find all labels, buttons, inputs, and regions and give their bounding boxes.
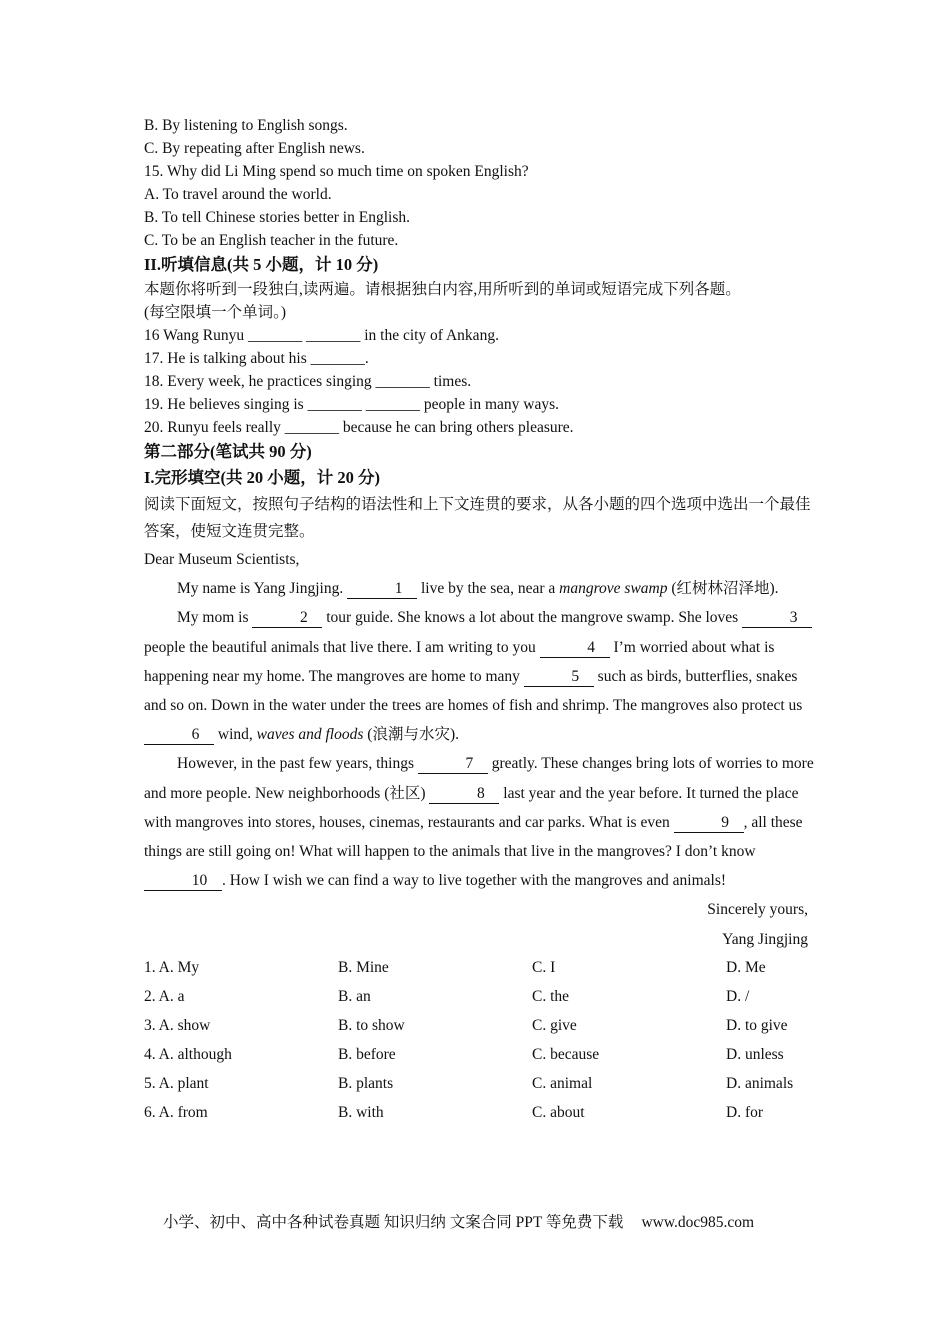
option-b: B. to show (338, 1017, 405, 1035)
cloze-blank-4: 4 (540, 639, 610, 658)
option-line: A. To travel around the world. (144, 186, 332, 203)
option-b: B. an (338, 988, 371, 1006)
option-c: C. give (532, 1017, 577, 1035)
cloze-blank-5: 5 (524, 668, 594, 687)
option-line: B. By listening to English songs. (144, 117, 348, 134)
option-a: 3. A. show (144, 1017, 211, 1035)
fill-item: 16 Wang Runyu _______ _______ in the city of Ankang. (144, 327, 499, 344)
fill-item: 18. Every week, he practices singing _______ times. (144, 373, 472, 390)
cloze-blank-3: 3 (742, 609, 812, 628)
option-b: B. Mine (338, 959, 389, 977)
cloze-blank-10: 10 (144, 872, 222, 891)
options-row (144, 1099, 814, 1128)
options-row (144, 954, 814, 983)
cloze-blank-1: 1 (347, 580, 417, 599)
options-row (144, 983, 814, 1012)
cloze-blank-9: 9 (674, 814, 744, 833)
fill-item: 19. He believes singing is _______ _______ people in many ways. (144, 396, 560, 413)
fill-item: 20. Runyu feels really _______ because he can bring others pleasure. (144, 419, 574, 436)
option-d: D. to give (726, 1017, 788, 1035)
options-row (144, 1070, 814, 1099)
option-b: B. before (338, 1046, 396, 1064)
option-c: C. I (532, 959, 556, 977)
paragraph-2: My mom is 2 tour guide. She knows a lot about the mangrove swamp. She loves 3 people the beautiful animals that live there. I am writing to you 4 I’m worried about what is happening near my home. The mangroves are home to many 5 such as birds, butterflies, snakes and so on. Down in the water under the trees are homes of fish and shrimp. The mangroves also protect us 6 wind, waves and floods (浪潮与水灾). (144, 603, 814, 749)
option-a: 2. A. a (144, 988, 185, 1006)
section-heading: II.听填信息(共 5 小题，计 10 分) (144, 255, 379, 274)
option-c: C. about (532, 1104, 585, 1122)
letter-signature: Yang Jingjing (722, 930, 808, 948)
paragraph-3: However, in the past few years, things 7 greatly. These changes bring lots of worries to more and more people. New neighborhoods (社区) 8 last year and the year before. It turned the place with mangroves into stores, houses, cinemas, restaurants and car parks. What is even 9 , all these things are still going on! What will happen to the animals that live in the mangroves? I don’t know 10 . How I wish we can find a way to live together with the mangroves and animals! (144, 755, 814, 890)
letter-greeting: Dear Museum Scientists, (144, 551, 300, 568)
option-d: D. unless (726, 1046, 784, 1064)
option-a: 4. A. although (144, 1046, 232, 1064)
letter-closing: Sincerely yours, (707, 901, 808, 919)
option-line: C. By repeating after English news. (144, 140, 365, 157)
option-line: B. To tell Chinese stories better in English. (144, 209, 410, 226)
instruction: 阅读下面短文，按照句子结构的语法性和上下文连贯的要求，从各小题的四个选项中选出一个最佳答案，使短文连贯完整。 (144, 496, 811, 540)
letter (144, 545, 814, 954)
cloze-blank-6: 6 (144, 726, 214, 745)
option-c: C. because (532, 1046, 600, 1064)
fill-item: 17. He is talking about his _______. (144, 350, 369, 367)
cloze-blank-2: 2 (252, 609, 322, 628)
option-d: D. for (726, 1104, 764, 1122)
footer-text: 小学、初中、高中各种试卷真题 知识归纳 文案合同 PPT 等免费下载 (163, 1214, 624, 1231)
option-line: C. To be an English teacher in the future. (144, 232, 399, 249)
section-heading: I.完形填空(共 20 小题，计 20 分) (144, 468, 381, 487)
document-body (144, 114, 814, 1128)
option-c: C. the (532, 988, 570, 1006)
options-table (144, 954, 814, 1128)
option-a: 5. A. plant (144, 1075, 209, 1093)
option-d: D. animals (726, 1075, 794, 1093)
cloze-blank-7: 7 (418, 755, 488, 774)
question-line: 15. Why did Li Ming spend so much time on spoken English? (144, 163, 529, 180)
instruction: (每空限填一个单词。) (144, 304, 287, 321)
option-b: B. with (338, 1104, 384, 1122)
part-heading: 第二部分(笔试共 90 分) (144, 442, 312, 461)
option-a: 1. A. My (144, 959, 200, 977)
footer-url[interactable]: www.doc985.com (641, 1214, 755, 1231)
option-b: B. plants (338, 1075, 394, 1093)
paragraph-1: My name is Yang Jingjing. 1 live by the sea, near a mangrove swamp (红树林沼泽地). (177, 580, 779, 598)
option-d: D. / (726, 988, 750, 1006)
instruction: 本题你将听到一段独白,读两遍。请根据独白内容,用所听到的单词或短语完成下列各题。 (144, 281, 741, 298)
option-d: D. Me (726, 959, 766, 977)
page-footer (163, 1212, 803, 1234)
cloze-blank-8: 8 (429, 785, 499, 804)
options-row (144, 1012, 814, 1041)
options-row (144, 1041, 814, 1070)
option-c: C. animal (532, 1075, 593, 1093)
option-a: 6. A. from (144, 1104, 208, 1122)
